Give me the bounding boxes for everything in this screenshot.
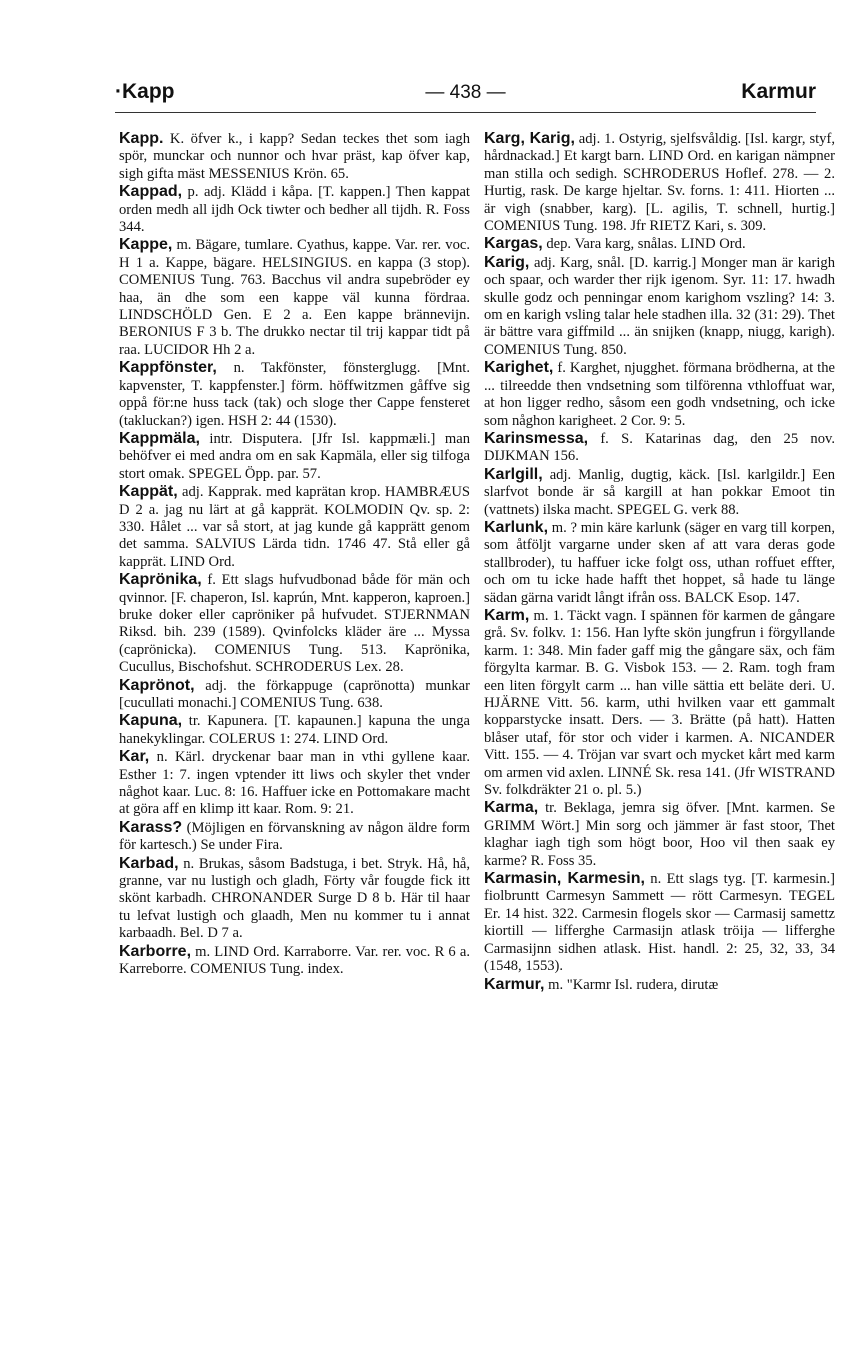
dictionary-entry <box>119 712 470 748</box>
header-rule <box>115 112 816 113</box>
entry-headword: Kapp. <box>119 130 164 147</box>
dictionary-entry <box>119 677 470 713</box>
entry-definition: n. Brukas, såsom Badstuga, i bet. Stryk. Hå, hå, granne, var nu lustigh och gladh, Förty vår fougde fick itt skönt karbadh. CHRONANDER Surge D 8 b. Här til haar tu lefvat lustigh och glaadh, Men nu kommer tu i annat karbaadh. Bel. D 7 a. <box>119 855 470 942</box>
dictionary-entry <box>119 483 470 571</box>
dictionary-entry <box>119 183 470 236</box>
dictionary-entry <box>484 430 835 466</box>
page-number: — 438 — <box>425 82 506 103</box>
entry-definition: m. 1. Täckt vagn. I spännen för karmen de gångare grå. Sv. folkv. 1: 156. Han lyfte skön jungfrun i förgyllande karm. 1: 348. Min fader gaff mig the gångare säx, och fäm förgylta karmar. B. G. Visbok 153. — 2. Ram. togh fram een liten förgylt carm ... han ville sättia ett beläte deri. U. HJÄRNE Vitt. 56. karm, uthi hvilken vaar ett gammalt kopparstycke insatt. Ders. — 3. Brätte (på hatt). Hatten blåser utaf, för stor och vider i karmen. A. NICANDER Vitt. 155. — 4. Tröjan var svart och mycket kårt med karm om armen vid axlen. LINNÉ Sk. resa 141. (Jfr WISTRAND Sv. folkdräkter 21 o. pl. 5.) <box>484 607 835 799</box>
entry-headword: Karborre, <box>119 942 192 960</box>
dictionary-entry <box>119 943 470 979</box>
entry-definition: intr. Disputera. [Jfr Isl. kappmæli.] man behöfver ei med andra om en sak Kapmäla, eller sig tilfoga stort omak. SPEGEL Öpp. par. 57. <box>119 430 470 482</box>
entry-headword: Kappmäla, <box>119 429 200 447</box>
entry-definition: m. "Karmr Isl. rudera, dirutæ <box>544 976 719 993</box>
dictionary-entry <box>484 607 835 799</box>
running-head-left: ·Kapp <box>115 80 175 103</box>
entry-headword: Kappe, <box>119 236 173 254</box>
entry-headword: Kappad, <box>119 183 183 201</box>
entry-definition: adj. the förkappuge (caprönotta) munkar [cucullati monachi.] COMENIUS Tung. 638. <box>119 677 470 711</box>
running-head-right: Karmur <box>741 80 816 103</box>
entry-definition: f. Ett slags hufvudbonad både för män och qvinnor. [F. chaperon, Isl. kaprún, Mnt. kapperon, kaproen.] bruke doker eller capröniker på hufvudet. STJERNMAN Riksd. bih. 239 (1589). Qvinfolcks kläder äre ... Myssa (caprönicka). COMENIUS Tung. 513. Kaprönika, Cucullus, Bischofshut. SCHRODERUS Lex. 28. <box>119 572 470 676</box>
page-header <box>115 78 816 110</box>
dictionary-entry <box>119 855 470 943</box>
entry-definition: adj. Karg, snål. [D. karrig.] Monger man är karigh och spaar, och warder ther rijk igenom. Syr. 11: 17. hwadh skulle godz och penningar enom karighom vszling? 14: 3. om en karigh vsling talar hele stadhen illa. 32 (31: 29). Thet är bättre vara giffmild ... än snijken (knapp, niugg, karigh). COMENIUS Tung. 850. <box>484 254 835 358</box>
entry-headword: Kappät, <box>119 483 178 501</box>
entry-definition: p. adj. Klädd i kåpa. [T. kappen.] Then kappat orden medh all ijdh Ock tiwter och bedher all tijdh. R. Foss 344. <box>119 184 470 236</box>
entry-headword: Karm, <box>484 606 530 624</box>
dictionary-entry <box>119 359 470 430</box>
entry-headword: Karbad, <box>119 854 179 872</box>
entry-definition: m. LIND Ord. Karraborre. Var. rer. voc. R 6 a. Karreborre. COMENIUS Tung. index. <box>119 943 470 978</box>
dictionary-entry <box>484 466 835 519</box>
dictionary-entry <box>484 235 835 253</box>
entry-headword: Kaprönika, <box>119 571 202 589</box>
entry-definition: m. Bägare, tumlare. Cyathus, kappe. Var. rer. voc. H 1 a. Kappe, bägare. HELSINGIUS. en kappa (3 stop). COMENIUS Tung. 763. Bacchus vil andra supebröder ey haa, än dhe som een kappe väl kunna fördraa. LINDSCHÖLD Gen. E 2 a. Een kappe brännevijn. BERONIUS F 3 b. The drukko nectar til trij kappar tidt på raa. LUCIDOR Hh 2 a. <box>119 237 470 358</box>
entry-definition: adj. 1. Ostyrig, sjelfsvåldig. [Isl. kargr, styf, hårdnackad.] Et kargt barn. LIND Ord. en karigan nämpner man stilla och sedigh. SCHRODERUS Hoflef. 278. — 2. Hurtig, rask. De karge hjeltar. Sv. forns. 1: 411. Hiorten ... är vigh (snabber, karg). [L. agilis, T. schnell, hurtig.] COMENIUS Tung. 198. Jfr RIETZ Kari, s. 309. <box>484 131 835 235</box>
entry-headword: Karlgill, <box>484 465 543 483</box>
entry-headword: Kapuna, <box>119 712 183 730</box>
entry-definition: tr. Kapunera. [T. kapaunen.] kapuna the unga hanekyklingar. COLERUS 1: 274. LIND Ord. <box>119 713 470 747</box>
entry-headword: Kaprönot, <box>119 676 195 694</box>
dictionary-entry <box>484 359 835 430</box>
entry-headword: Karass? <box>119 818 183 836</box>
left-column <box>119 130 470 979</box>
entry-headword: Kargas, <box>484 235 543 253</box>
entry-definition: m. ? min käre karlunk (säger en varg till korpen, som åtföljt vargarne under sken af att vara deras gode stallbroder), tu haffuer icke folgt oss, uthan roffuet effter, och om tu icke hade hafft thet hoppet, så hade tu länge sädan gärna varidt långt ifrån oss. BALCK Esop. 147. <box>484 519 835 606</box>
dictionary-entry <box>119 748 470 819</box>
dictionary-entry <box>484 799 835 870</box>
entry-headword: Karg, Karig, <box>484 130 575 147</box>
dictionary-entry <box>484 130 835 235</box>
dictionary-entry <box>484 519 835 607</box>
entry-definition: n. Kärl. dryckenar baar man in vthi gyllene kaar. Esther 1: 7. ingen vptender itt liws och skyler thet vnder någhot kaar. Luc. 8: 16. Haffuer icke en Pottomakare macht at göra aff en klimp itt kaar. Rom. 9: 21. <box>119 749 470 818</box>
entry-headword: Karmasin, Karmesin, <box>484 870 645 888</box>
entry-headword: Kar, <box>119 748 150 766</box>
entry-definition: f. Karghet, njugghet. förmana brödherna, at the ... tilreedde then vndsetning som tilförenna vthloffuat war, at hon ligger redho, såsom een godh vndsetning, och icke som någhon karigheet. 2 Cor. 9: 5. <box>484 360 835 429</box>
entry-definition: (Möjligen en förvanskning av någon äldre form för kartesch.) Se under Fira. <box>119 819 470 854</box>
entry-headword: Karig, <box>484 253 530 271</box>
dictionary-entry <box>119 130 470 183</box>
dictionary-entry <box>119 819 470 855</box>
entry-headword: Karma, <box>484 799 539 817</box>
dictionary-entry <box>484 254 835 359</box>
entry-definition: dep. Vara karg, snålas. LIND Ord. <box>542 236 746 253</box>
entry-definition: adj. Kapprak. med kaprätan krop. HAMBRÆUS D 2 a. jag nu lärt at gå kapprät. KOLMODIN Qv. sp. 2: 330. Hålet ... var så stort, at jag kunde gå kapprätt genom det samma. SALVIUS Lärda tidn. 1746 47. Stå eller gå kapprät. LIND Ord. <box>119 484 470 570</box>
dictionary-entry <box>119 571 470 676</box>
entry-definition: n. Ett slags tyg. [T. karmesin.] fiolbruntt Carmesyn Sammett — rött Carmesyn. TEGEL Er. 14 hist. 322. Carmesin flogels skor — Carmasij samettz kiortill — lifferghe Carmasijn atlask tröija — lifferghe Carmasijnn sidhen atlask. Hist. handl. 2: 25, 32, 33, 34 (1548, 1553). <box>484 871 835 975</box>
dictionary-entry <box>119 430 470 483</box>
dictionary-entry <box>484 976 835 994</box>
entry-headword: Karinsmessa, <box>484 429 589 447</box>
right-column <box>484 130 835 994</box>
entry-headword: Kappfönster, <box>119 359 217 377</box>
entry-definition: adj. Manlig, dugtig, käck. [Isl. karlgildr.] Een slarfvot bonde är så kargill at han pokkar Emoot tin (vattnets) ilska macht. SPEGEL G. verk 88. <box>484 466 835 518</box>
dictionary-entry <box>484 870 835 975</box>
entry-definition: K. öfver k., i kapp? Sedan teckes thet som iagh spör, munckar och nunnor och hvar präst, kap öfver kap, sigh gifta mäst MESSENIUS Krön. 65. <box>119 131 470 182</box>
entry-headword: Karmur, <box>484 975 545 993</box>
entry-definition: f. S. Katarinas dag, den 25 nov. DIJKMAN 156. <box>484 430 835 465</box>
entry-headword: Karlunk, <box>484 518 549 536</box>
entry-headword: Karighet, <box>484 359 554 377</box>
dictionary-entry <box>119 236 470 359</box>
entry-definition: n. Takfönster, fönsterglugg. [Mnt. kapvenster, T. kappfenster.] förm. höffwitzmen gåffve sig oppå för:ne huss tack (tak) och sloge ther Cappe fensteret (takluckan?) igen. HSH 2: 44 (1530). <box>119 360 470 429</box>
entry-definition: tr. Beklaga, jemra sig öfver. [Mnt. karmen. Se GRIMM Wört.] Min sorg och jämmer är fast stoor, Thet klaghar iagh tigh som högt boor, Hoo vil then saak ey karme? R. Foss 35. <box>484 800 835 869</box>
